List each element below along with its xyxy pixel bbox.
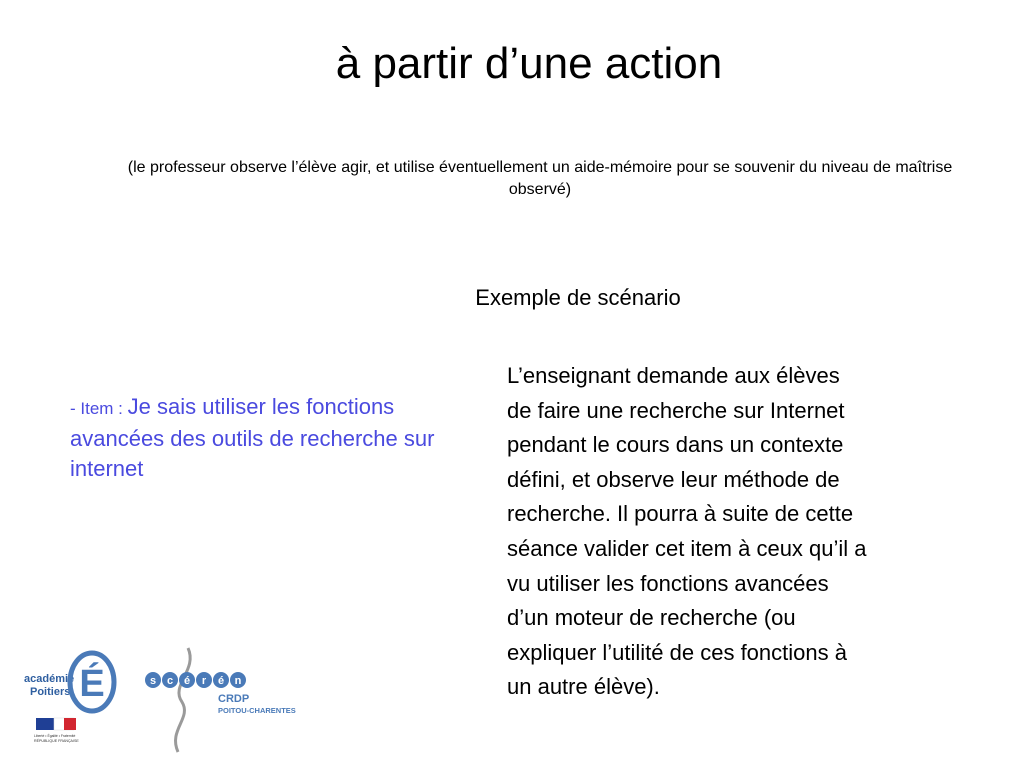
logos <box>20 640 320 760</box>
scenario-line: d’un moteur de recherche (ou <box>507 605 796 631</box>
sceren-letter: r <box>201 675 207 687</box>
republique-francaise-emblem <box>34 718 79 743</box>
sceren-letter: é <box>217 675 225 687</box>
sceren-letter: é <box>183 675 191 687</box>
scenario-line: séance valider cet item à ceux qu’il a <box>507 535 867 561</box>
crdp-label: CRDP <box>218 693 250 705</box>
sceren-letter: s <box>149 675 157 687</box>
scenario-text <box>507 359 977 705</box>
sceren-letters <box>145 672 246 688</box>
scenario-line: défini, et observe leur méthode de <box>507 466 840 492</box>
flag-red <box>64 718 76 730</box>
flag-blue <box>36 718 54 730</box>
sceren-letter: c <box>166 675 174 687</box>
scenario-line: L’enseignant demande aux élèves <box>507 363 840 388</box>
slide-subtitle: (le professeur observe l’élève agir, et utilise éventuellement un aide-mémoire pour se souvenir du niveau de maîtrise observé) <box>127 159 953 198</box>
item-block <box>70 392 460 484</box>
example-heading: Exemple de scénario <box>475 285 681 310</box>
scenario-line: vu utiliser les fonctions avancées <box>507 570 829 596</box>
academie-line2: Poitiers <box>30 686 71 698</box>
republique-name: RÉPUBLIQUE FRANÇAISE <box>34 739 79 743</box>
sceren-crdp-logo <box>145 648 296 752</box>
scenario-line: un autre élève). <box>507 674 660 700</box>
scenario-line: de faire une recherche sur Internet <box>507 397 845 423</box>
slide-title: à partir d’une action <box>335 39 723 88</box>
item-text: Je sais utiliser les fonctions avancées des outils de recherche sur internet <box>70 394 435 481</box>
item-prefix: - Item : <box>70 399 128 418</box>
scenario-line: expliquer l’utilité de ces fonctions à <box>507 639 847 665</box>
academie-letter: É <box>79 663 105 705</box>
scenario-line: recherche. Il pourra à suite de cette <box>507 501 854 527</box>
sceren-swoosh <box>176 648 191 752</box>
republique-motto: Liberté • Égalité • Fraternité <box>34 734 76 738</box>
academie-logo <box>24 653 114 711</box>
sceren-letter: n <box>234 675 242 687</box>
academie-line1: académie <box>24 673 75 685</box>
region-label: POITOU-CHARENTES <box>218 706 296 715</box>
scenario-line: pendant le cours dans un contexte <box>507 432 844 458</box>
